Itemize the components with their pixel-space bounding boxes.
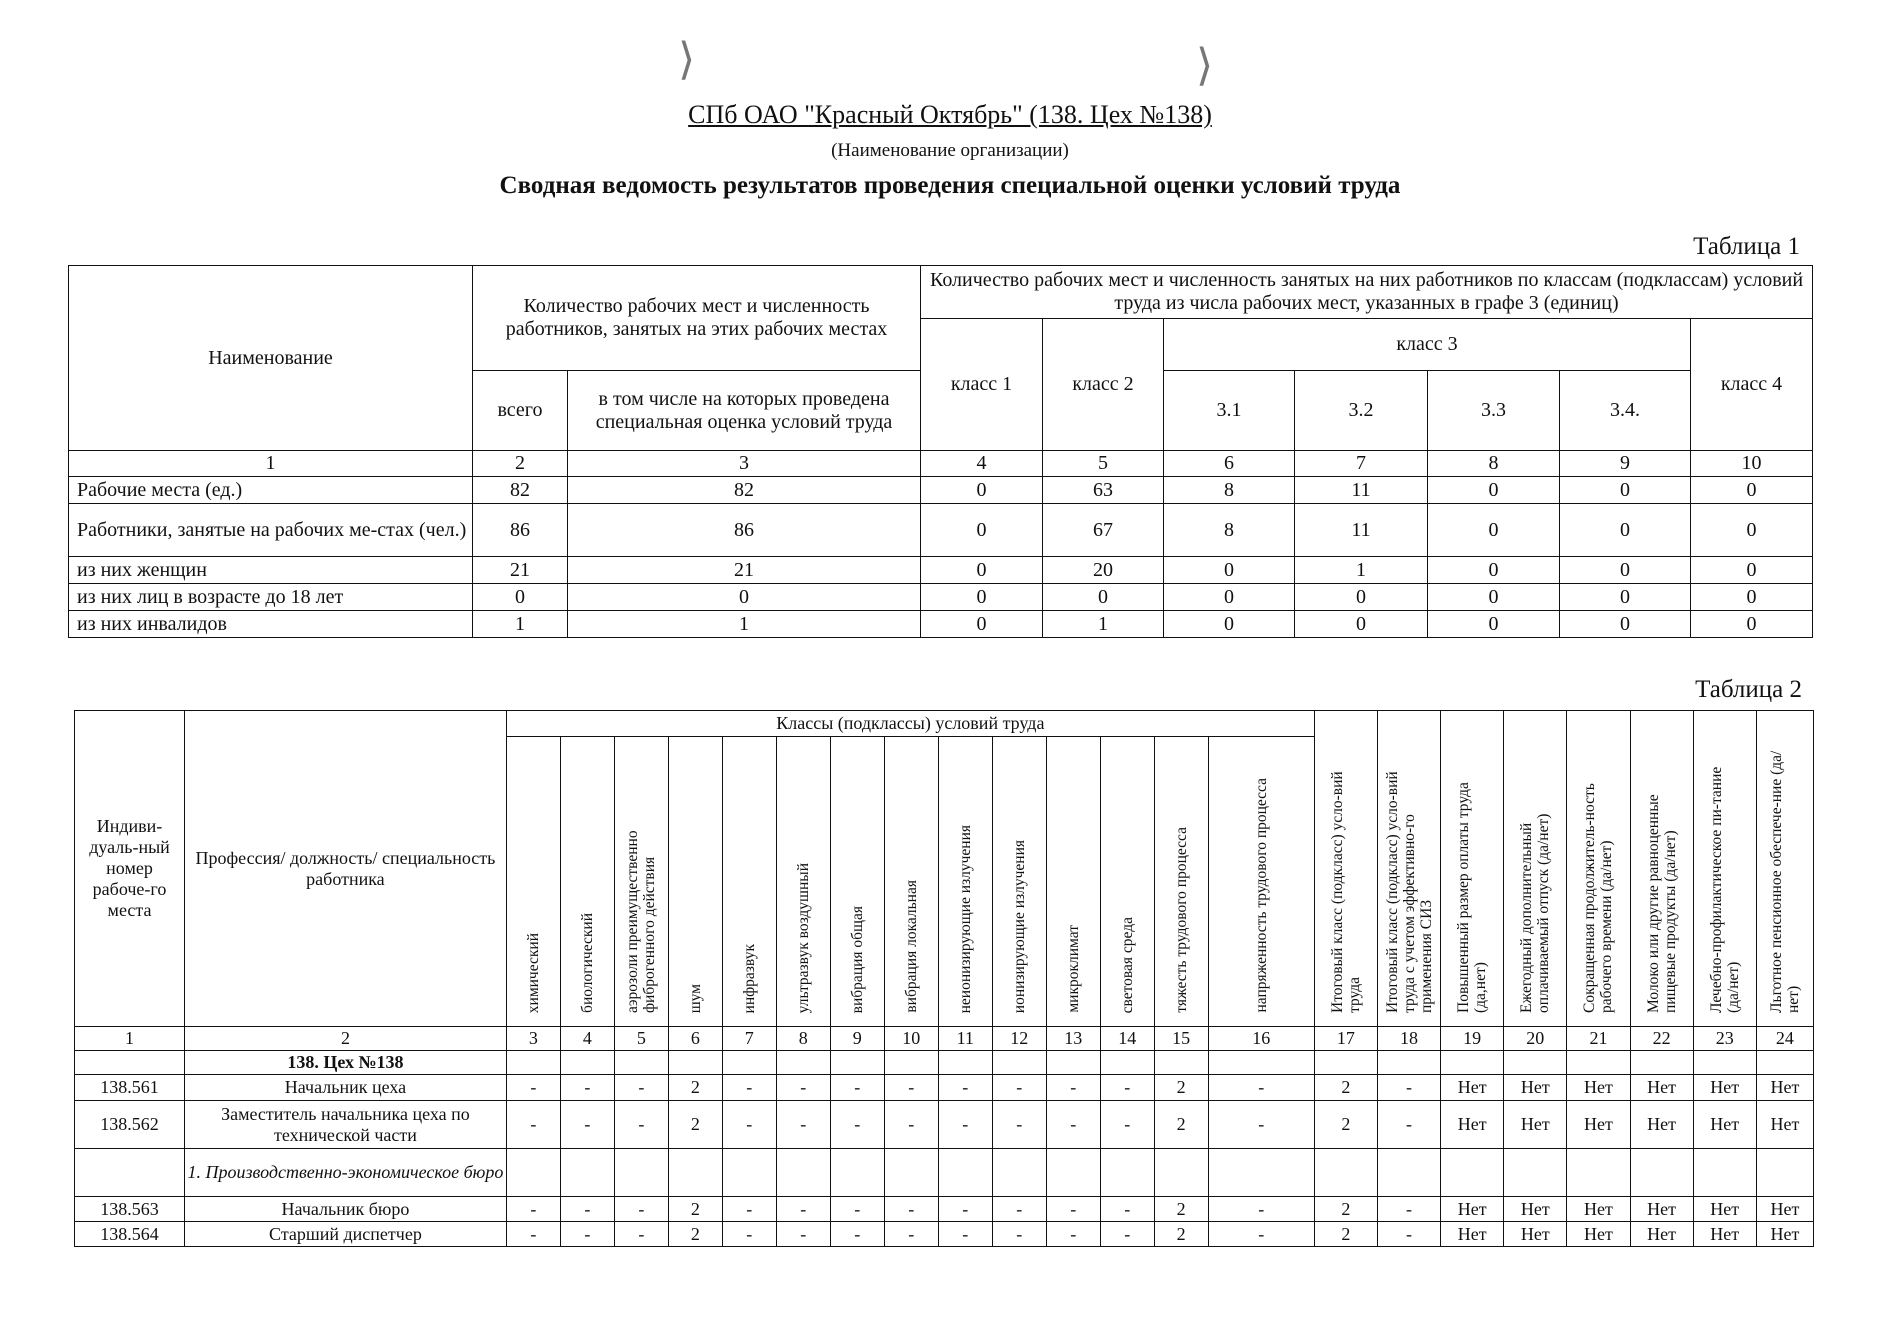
t2-cell: Нет <box>1441 1075 1504 1101</box>
table-row <box>69 557 1813 584</box>
t2-cell: Нет <box>1630 1075 1693 1101</box>
t1-header-3-2: 3.2 <box>1295 371 1428 451</box>
scan-mark-left: ⟩ <box>678 34 696 85</box>
t1-header-class4: класс 4 <box>1691 319 1813 451</box>
t2-cell: - <box>614 1197 668 1222</box>
t2-cell: 2 <box>1154 1222 1208 1247</box>
t1-colnum: 3 <box>568 451 921 477</box>
t2-cell: - <box>506 1075 560 1101</box>
t1-cell: 0 <box>1691 611 1813 638</box>
t2-cell: Нет <box>1504 1101 1567 1149</box>
t2-empty-cell <box>75 1051 185 1075</box>
t1-cell: 0 <box>1428 611 1560 638</box>
t2-cell: - <box>938 1222 992 1247</box>
t1-header-3-1: 3.1 <box>1164 371 1295 451</box>
t2-empty-cell <box>75 1149 185 1197</box>
t2-header-profession: Профессия/ должность/ специальность работника <box>185 711 507 1027</box>
scan-mark-right: ⟩ <box>1196 40 1214 91</box>
t1-header-3-4: 3.4. <box>1560 371 1691 451</box>
t2-cell: Нет <box>1441 1197 1504 1222</box>
t2-cell: 2 <box>668 1101 722 1149</box>
t1-cell: 86 <box>473 504 568 557</box>
t1-cell: 0 <box>1691 504 1813 557</box>
t2-cell: - <box>1208 1222 1314 1247</box>
t2-cell: - <box>560 1197 614 1222</box>
t2-header-extra: Повышенный размер оплаты труда (да,нет) <box>1441 711 1504 1027</box>
t1-cell: 1 <box>568 611 921 638</box>
t2-cell: - <box>722 1197 776 1222</box>
t2-workplace-id: 138.564 <box>75 1222 185 1247</box>
t2-colnum: 14 <box>1100 1027 1154 1051</box>
t1-cell: 21 <box>473 557 568 584</box>
t2-colnum: 12 <box>992 1027 1046 1051</box>
t1-header-class1: класс 1 <box>921 319 1043 451</box>
t2-cell: Нет <box>1567 1075 1630 1101</box>
t2-cell: Нет <box>1630 1101 1693 1149</box>
t2-cell: Нет <box>1756 1101 1813 1149</box>
organization-name: СПб ОАО "Красный Октябрь" (138. Цех №138) <box>688 100 1212 129</box>
t1-cell: 0 <box>1691 557 1813 584</box>
t2-cell: - <box>1208 1197 1314 1222</box>
t2-header-factor: микроклимат <box>1046 737 1100 1027</box>
t2-cell: - <box>722 1222 776 1247</box>
t1-cell: 20 <box>1043 557 1164 584</box>
t2-colnum: 1 <box>75 1027 185 1051</box>
t1-header-group1: Количество рабочих мест и численность работников, занятых на этих рабочих местах <box>473 266 921 371</box>
t2-cell: Нет <box>1504 1222 1567 1247</box>
table-row <box>75 1197 1814 1222</box>
t2-cell: - <box>884 1075 938 1101</box>
t1-cell: 8 <box>1164 504 1295 557</box>
t2-colnum: 24 <box>1756 1027 1813 1051</box>
t2-workplace-id: 138.562 <box>75 1101 185 1149</box>
t1-cell: 0 <box>921 611 1043 638</box>
t2-header-extra: Ежегодный дополнительный оплачиваемый отпуск (да/нет) <box>1504 711 1567 1027</box>
t2-header-factor: биологический <box>560 737 614 1027</box>
t1-cell: 63 <box>1043 477 1164 504</box>
t2-cell: 2 <box>1314 1197 1377 1222</box>
t1-cell: 0 <box>473 584 568 611</box>
t1-cell: 0 <box>921 584 1043 611</box>
t2-colnum: 3 <box>506 1027 560 1051</box>
t2-header-factor: неионизирующие излучения <box>938 737 992 1027</box>
t2-cell: Нет <box>1756 1075 1813 1101</box>
t1-colnum: 5 <box>1043 451 1164 477</box>
t2-colnum: 22 <box>1630 1027 1693 1051</box>
t1-header-total: всего <box>473 371 568 451</box>
t1-colnum: 4 <box>921 451 1043 477</box>
t2-cell: - <box>830 1222 884 1247</box>
t2-cell: - <box>884 1222 938 1247</box>
t2-cell: Нет <box>1504 1075 1567 1101</box>
t2-colnum: 17 <box>1314 1027 1377 1051</box>
table-row <box>69 611 1813 638</box>
t2-header-factor: ионизирующие излучения <box>992 737 1046 1027</box>
table-row <box>75 1149 1814 1197</box>
t2-header-extra: Итоговый класс (подкласс) усло-вий труда <box>1314 711 1377 1027</box>
t2-cell: 2 <box>1154 1101 1208 1149</box>
t2-cell: Нет <box>1567 1197 1630 1222</box>
t2-col-numbers <box>75 1027 1814 1051</box>
t1-cell: 0 <box>1164 584 1295 611</box>
t2-colnum: 5 <box>614 1027 668 1051</box>
t2-cell: - <box>830 1101 884 1149</box>
t1-col-numbers <box>69 451 1813 477</box>
t1-cell: 0 <box>921 557 1043 584</box>
t1-cell: 0 <box>1295 611 1428 638</box>
t1-cell: 0 <box>1428 584 1560 611</box>
table-row <box>75 1101 1814 1149</box>
t2-cell: - <box>938 1101 992 1149</box>
t2-colnum: 21 <box>1567 1027 1630 1051</box>
t2-cell: - <box>992 1101 1046 1149</box>
t1-colnum: 1 <box>69 451 473 477</box>
t2-colnum: 9 <box>830 1027 884 1051</box>
t2-header-factor: вибрация локальная <box>884 737 938 1027</box>
t2-cell: - <box>614 1075 668 1101</box>
t2-cell: - <box>1208 1101 1314 1149</box>
t1-colnum: 10 <box>1691 451 1813 477</box>
t1-colnum: 9 <box>1560 451 1691 477</box>
t1-cell: 0 <box>1043 584 1164 611</box>
t2-profession: Начальник цеха <box>185 1075 507 1101</box>
t2-cell: Нет <box>1693 1222 1756 1247</box>
t2-cell: 2 <box>668 1197 722 1222</box>
t2-colnum: 10 <box>884 1027 938 1051</box>
t2-cell: 2 <box>1314 1075 1377 1101</box>
t2-cell: - <box>884 1197 938 1222</box>
t2-colnum: 6 <box>668 1027 722 1051</box>
t2-cell: - <box>776 1197 830 1222</box>
t2-header-factor: напряженность трудового процесса <box>1208 737 1314 1027</box>
t2-cell: Нет <box>1693 1101 1756 1149</box>
t2-header-classes: Классы (подклассы) условий труда <box>506 711 1314 737</box>
t2-cell: - <box>614 1222 668 1247</box>
t2-colnum: 4 <box>560 1027 614 1051</box>
t1-cell: 0 <box>568 584 921 611</box>
t1-cell: 86 <box>568 504 921 557</box>
t2-header-extra: Молоко или другие равноценные пищевые продукты (да/нет) <box>1630 711 1693 1027</box>
t2-cell: - <box>1046 1101 1100 1149</box>
t2-cell: - <box>830 1197 884 1222</box>
t2-colnum: 20 <box>1504 1027 1567 1051</box>
table1-label: Таблица 1 <box>1693 233 1800 260</box>
t1-colnum: 6 <box>1164 451 1295 477</box>
t2-colnum: 16 <box>1208 1027 1314 1051</box>
t2-cell: Нет <box>1756 1222 1813 1247</box>
t1-cell: 0 <box>1560 584 1691 611</box>
t1-cell: 67 <box>1043 504 1164 557</box>
t2-cell: - <box>992 1197 1046 1222</box>
t2-workplace-id: 138.561 <box>75 1075 185 1101</box>
organization-caption: (Наименование организации) <box>831 140 1069 161</box>
t1-cell: 0 <box>1560 611 1691 638</box>
t1-cell: 11 <box>1295 504 1428 557</box>
t1-cell: 0 <box>1691 477 1813 504</box>
t1-header-class2: класс 2 <box>1043 319 1164 451</box>
t1-header-group2: Количество рабочих мест и численность занятых на них работников по классам (подклассам) условий труда из числа рабочих мест, указанных в графе 3 (единиц) <box>921 266 1813 319</box>
t2-cell: - <box>992 1075 1046 1101</box>
t2-cell: 2 <box>1154 1197 1208 1222</box>
t2-profession: Старший диспетчер <box>185 1222 507 1247</box>
t1-cell: 0 <box>1428 477 1560 504</box>
t1-row-label: из них лиц в возрасте до 18 лет <box>69 584 473 611</box>
t2-colnum: 15 <box>1154 1027 1208 1051</box>
t1-cell: 0 <box>921 477 1043 504</box>
t2-cell: - <box>1377 1222 1440 1247</box>
t2-cell: Нет <box>1441 1222 1504 1247</box>
t2-cell: - <box>1046 1075 1100 1101</box>
t2-cell: - <box>1046 1197 1100 1222</box>
t2-header-factor: шум <box>668 737 722 1027</box>
t1-cell: 0 <box>1428 557 1560 584</box>
t1-row-label: Работники, занятые на рабочих ме-стах (чел.) <box>69 504 473 557</box>
t2-cell: - <box>506 1197 560 1222</box>
t2-header-factor: тяжесть трудового процесса <box>1154 737 1208 1027</box>
t2-cell: 2 <box>668 1075 722 1101</box>
document-title: Сводная ведомость результатов проведения специальной оценки условий труда <box>499 172 1401 199</box>
t2-cell: - <box>722 1101 776 1149</box>
t1-cell: 82 <box>568 477 921 504</box>
t1-cell: 8 <box>1164 477 1295 504</box>
table-row <box>75 1222 1814 1247</box>
t2-colnum: 2 <box>185 1027 507 1051</box>
t2-header-number: Индиви-дуаль-ный номер рабоче-го места <box>75 711 185 1027</box>
t2-colnum: 7 <box>722 1027 776 1051</box>
t1-header-class3: класс 3 <box>1164 319 1691 371</box>
t2-header-factor: световая среда <box>1100 737 1154 1027</box>
t2-cell: - <box>992 1222 1046 1247</box>
t2-header-factor: вибрация общая <box>830 737 884 1027</box>
table2 <box>74 710 1814 1247</box>
t2-cell: - <box>776 1101 830 1149</box>
t2-cell: - <box>1100 1101 1154 1149</box>
t2-colnum: 13 <box>1046 1027 1100 1051</box>
t1-cell: 0 <box>1164 611 1295 638</box>
t2-cell: - <box>1208 1075 1314 1101</box>
table-row <box>75 1051 1814 1075</box>
t1-header-assessed: в том числе на которых проведена специальная оценка условий труда <box>568 371 921 451</box>
t2-cell: 2 <box>1154 1075 1208 1101</box>
t1-cell: 0 <box>1560 504 1691 557</box>
t1-colnum: 2 <box>473 451 568 477</box>
t2-header-factor: аэрозоли преимущественно фиброгенного действия <box>614 737 668 1027</box>
t2-header-extra: Сокращенная продолжитель-ность рабочего времени (да/нет) <box>1567 711 1630 1027</box>
t2-header-extra: Лечебно-профилактическое пи-тание (да/нет) <box>1693 711 1756 1027</box>
t2-colnum: 11 <box>938 1027 992 1051</box>
t1-cell: 0 <box>921 504 1043 557</box>
t2-cell: - <box>560 1075 614 1101</box>
t2-header-factor: химический <box>506 737 560 1027</box>
t2-cell: - <box>1100 1197 1154 1222</box>
t2-cell: Нет <box>1693 1197 1756 1222</box>
t2-cell: - <box>614 1101 668 1149</box>
t2-cell: - <box>1100 1222 1154 1247</box>
t2-cell: - <box>506 1222 560 1247</box>
t2-cell: - <box>938 1197 992 1222</box>
t1-colnum: 8 <box>1428 451 1560 477</box>
t1-cell: 0 <box>1691 584 1813 611</box>
t2-cell: - <box>1100 1075 1154 1101</box>
t2-cell: - <box>722 1075 776 1101</box>
t2-cell: - <box>830 1075 884 1101</box>
t2-cell: Нет <box>1756 1197 1813 1222</box>
t2-colnum: 23 <box>1693 1027 1756 1051</box>
table-row <box>69 584 1813 611</box>
t1-cell: 21 <box>568 557 921 584</box>
t2-cell: - <box>560 1222 614 1247</box>
t2-profession: Заместитель начальника цеха по технической части <box>185 1101 507 1149</box>
t2-workplace-id: 138.563 <box>75 1197 185 1222</box>
t2-cell: Нет <box>1441 1101 1504 1149</box>
t2-cell: Нет <box>1693 1075 1756 1101</box>
t2-cell: - <box>1377 1197 1440 1222</box>
t1-row-label: Рабочие места (ед.) <box>69 477 473 504</box>
table-row <box>69 504 1813 557</box>
t2-cell: 2 <box>668 1222 722 1247</box>
t2-cell: - <box>884 1101 938 1149</box>
t2-cell: - <box>776 1222 830 1247</box>
t1-row-label: из них женщин <box>69 557 473 584</box>
t2-cell: Нет <box>1567 1101 1630 1149</box>
t2-header-factor: инфразвук <box>722 737 776 1027</box>
t2-cell: - <box>1377 1101 1440 1149</box>
table1 <box>68 265 1813 638</box>
t2-header-extra: Итоговый класс (подкласс) усло-вий труда с учетом эффективно-го применения СИЗ <box>1377 711 1440 1027</box>
t2-colnum: 19 <box>1441 1027 1504 1051</box>
t1-row-label: из них инвалидов <box>69 611 473 638</box>
t1-colnum: 7 <box>1295 451 1428 477</box>
t2-cell: Нет <box>1630 1197 1693 1222</box>
t1-header-name: Наименование <box>69 266 473 451</box>
t2-colnum: 18 <box>1377 1027 1440 1051</box>
t2-profession: Начальник бюро <box>185 1197 507 1222</box>
t2-cell: - <box>1377 1075 1440 1101</box>
t2-cell: 2 <box>1314 1101 1377 1149</box>
t2-cell: Нет <box>1504 1197 1567 1222</box>
t2-cell: - <box>1046 1222 1100 1247</box>
t2-cell: 2 <box>1314 1222 1377 1247</box>
t1-cell: 0 <box>1295 584 1428 611</box>
t2-header-extra: Льготное пенсионное обеспече-ние (да/нет) <box>1756 711 1813 1027</box>
t1-cell: 0 <box>1560 557 1691 584</box>
t2-section-title: 138. Цех №138 <box>185 1051 507 1075</box>
t2-cell: - <box>776 1075 830 1101</box>
t1-cell: 1 <box>473 611 568 638</box>
t2-header-factor: ультразвук воздушный <box>776 737 830 1027</box>
t1-cell: 0 <box>1560 477 1691 504</box>
t1-cell: 11 <box>1295 477 1428 504</box>
t1-cell: 0 <box>1428 504 1560 557</box>
t2-cell: - <box>560 1101 614 1149</box>
t2-cell: - <box>506 1101 560 1149</box>
t1-cell: 1 <box>1295 557 1428 584</box>
t2-subsection-title: 1. Производственно-экономическое бюро <box>185 1149 507 1197</box>
t1-cell: 0 <box>1164 557 1295 584</box>
table-row <box>75 1075 1814 1101</box>
t2-cell: Нет <box>1630 1222 1693 1247</box>
t1-cell: 1 <box>1043 611 1164 638</box>
t2-colnum: 8 <box>776 1027 830 1051</box>
table2-label: Таблица 2 <box>1695 676 1802 703</box>
t2-cell: - <box>938 1075 992 1101</box>
t2-cell: Нет <box>1567 1222 1630 1247</box>
t1-cell: 82 <box>473 477 568 504</box>
t1-header-3-3: 3.3 <box>1428 371 1560 451</box>
table-row <box>69 477 1813 504</box>
